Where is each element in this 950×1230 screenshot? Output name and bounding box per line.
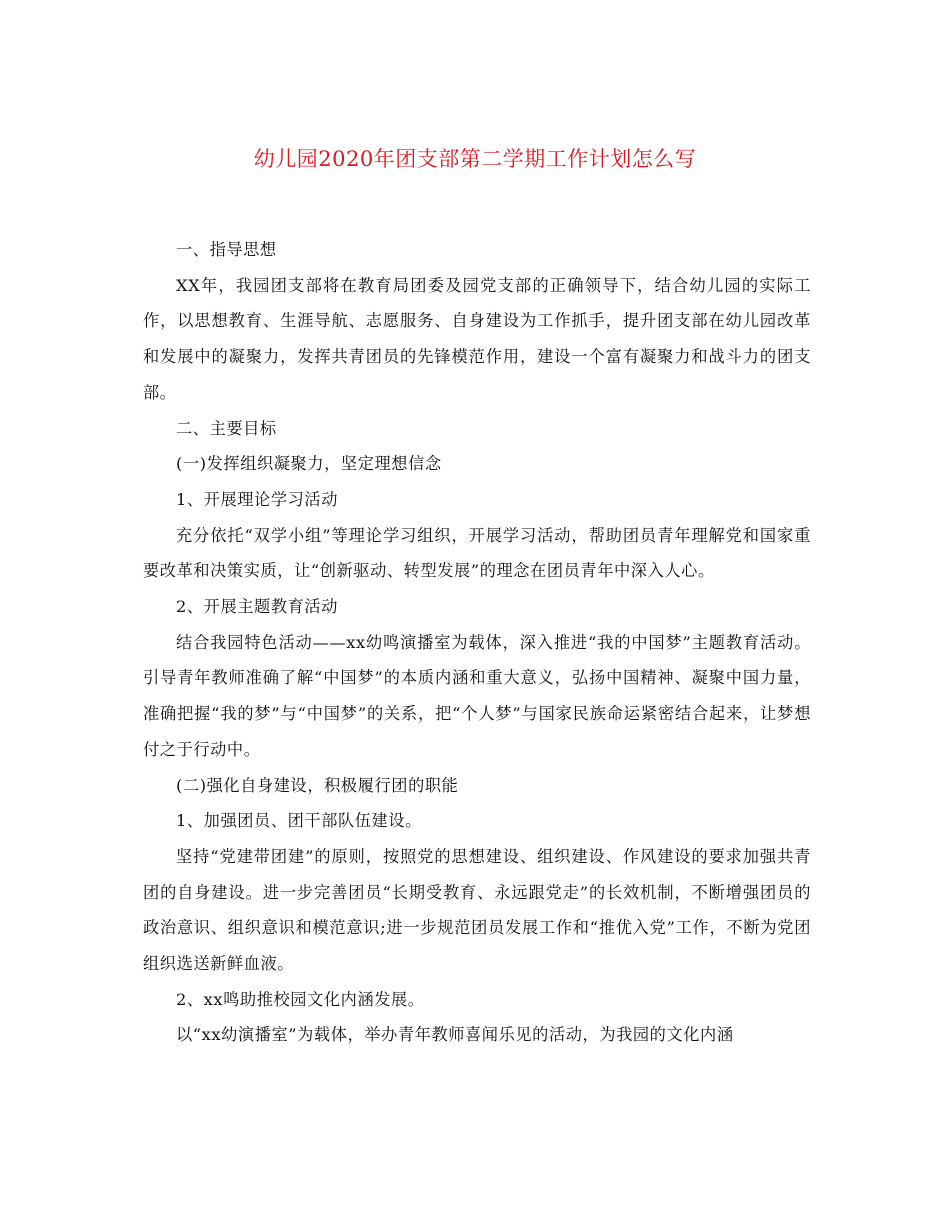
document-body xyxy=(143,232,811,1053)
item-heading-team-building: 1、加强团员、团干部队伍建设。 xyxy=(176,811,422,831)
paragraph-guiding-thought: XX年，我园团支部将在教育局团委及园党支部的正确领导下，结合幼儿园的实际工作，以思想教育、生涯导航、志愿服务、自身建设为工作抓手，提升团支部在幼儿园改革和发展中的凝聚力，发挥共青团员的先锋模范作用，建设一个富有凝聚力和战斗力的团支部。 xyxy=(143,275,811,402)
paragraph-theme-education: 结合我园特色活动——xx幼鸣演播室为载体，深入推进“我的中国梦”主题教育活动。引导青年教师准确了解“中国梦”的本质内涵和重大意义，弘扬中国精神、凝聚中国力量，准确把握“我的梦”与“中国梦”的关系，把“个人梦”与国家民族命运紧密结合起来，让梦想付之于行动中。 xyxy=(143,632,811,759)
paragraph-campus-culture: 以“xx幼演播室”为载体，举办青年教师喜闻乐见的活动，为我园的文化内涵 xyxy=(176,1025,734,1045)
item-heading-theory-study: 1、开展理论学习活动 xyxy=(176,489,338,509)
section-heading-guiding-thought: 一、指导思想 xyxy=(176,240,277,259)
item-heading-campus-culture: 2、xx鸣助推校园文化内涵发展。 xyxy=(176,989,425,1009)
section-heading-main-goals: 二、主要目标 xyxy=(176,418,277,438)
item-heading-theme-education: 2、开展主题教育活动 xyxy=(176,597,338,617)
paragraph-team-building: 坚持“党建带团建”的原则，按照党的思想建设、组织建设、作风建设的要求加强共青团的自身建设。进一步完善团员“长期受教育、永远跟党走”的长效机制，不断增强团员的政治意识、组织意识和模范意识;进一步规范团员发展工作和“推优入党”工作，不断为党团组织选送新鲜血液。 xyxy=(143,846,811,974)
document-title: 幼儿园2020年团支部第二学期工作计划怎么写 xyxy=(253,147,697,171)
subsection-heading-1: (一)发挥组织凝聚力，坚定理想信念 xyxy=(176,454,442,474)
subsection-heading-2: (二)强化自身建设，积极履行团的职能 xyxy=(176,775,459,795)
paragraph-theory-study: 充分依托“双学小组”等理论学习组织，开展学习活动，帮助团员青年理解党和国家重要改革和决策实质，让“创新驱动、转型发展”的理念在团员青年中深入人心。 xyxy=(143,525,811,581)
